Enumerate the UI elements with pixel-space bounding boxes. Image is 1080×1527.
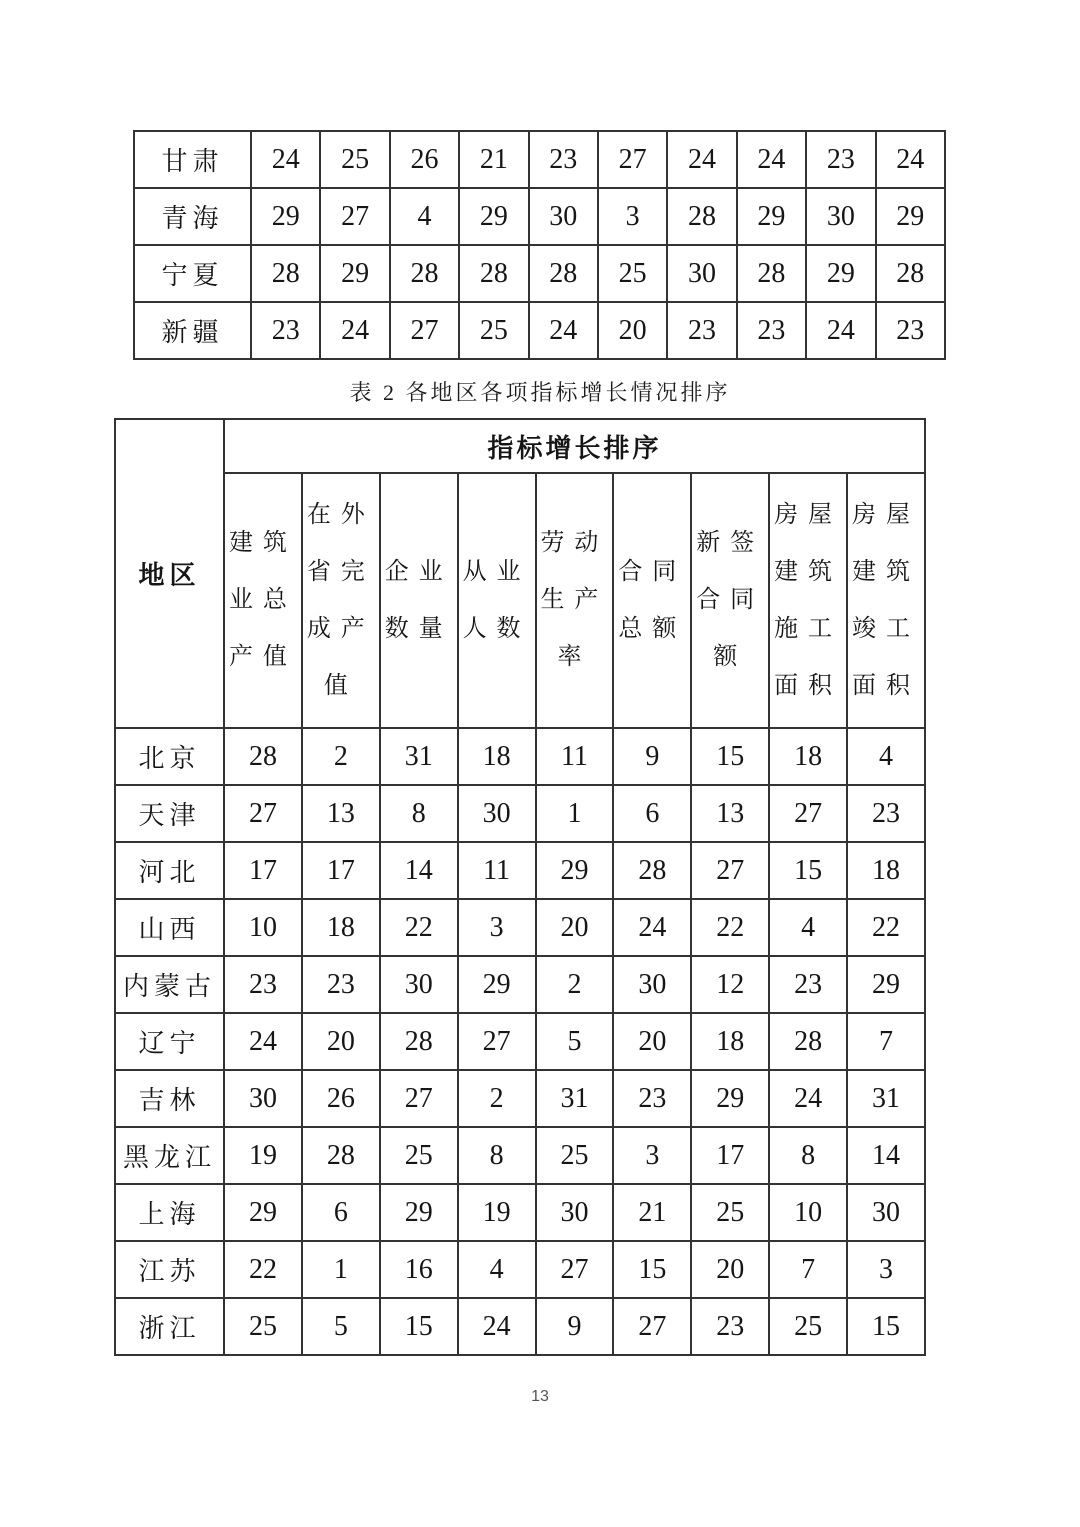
rank-value-cell: 18 (691, 1013, 769, 1070)
region-name-cell: 新疆 (134, 302, 251, 359)
rank-value-cell: 30 (458, 785, 536, 842)
rank-value-cell: 20 (613, 1013, 691, 1070)
rank-value-cell: 11 (458, 842, 536, 899)
rank-value-cell: 7 (847, 1013, 925, 1070)
rank-value-cell: 27 (224, 785, 302, 842)
rank-value-cell: 29 (224, 1184, 302, 1241)
rank-value-cell: 31 (380, 728, 458, 785)
rank-value-cell: 26 (302, 1070, 380, 1127)
rank-value-cell: 17 (224, 842, 302, 899)
rank-value-cell: 19 (224, 1127, 302, 1184)
rank-value-cell: 23 (224, 956, 302, 1013)
indicator-table-row (115, 1184, 925, 1241)
rank-value-cell: 23 (769, 956, 847, 1013)
indicator-table-row (115, 728, 925, 785)
indicator-column-header: 建筑业总产值 (224, 473, 302, 728)
region-name-cell: 北京 (115, 728, 224, 785)
rank-value-cell: 20 (598, 302, 667, 359)
rank-value-cell: 17 (302, 842, 380, 899)
rank-value-cell: 27 (769, 785, 847, 842)
indicator-column-header: 房屋建筑施工面积 (769, 473, 847, 728)
rank-value-cell: 23 (806, 131, 875, 188)
indicator-table-row (115, 842, 925, 899)
rank-value-cell: 24 (251, 131, 320, 188)
region-name-cell: 河北 (115, 842, 224, 899)
rank-value-cell: 27 (598, 131, 667, 188)
rank-value-cell: 28 (390, 245, 459, 302)
rank-value-cell: 29 (737, 188, 806, 245)
rank-value-cell: 25 (691, 1184, 769, 1241)
indicator-column-header: 新签合同额 (691, 473, 769, 728)
rank-value-cell: 14 (380, 842, 458, 899)
rank-value-cell: 28 (302, 1127, 380, 1184)
region-name-cell: 辽宁 (115, 1013, 224, 1070)
rank-value-cell: 25 (320, 131, 389, 188)
rank-value-cell: 16 (380, 1241, 458, 1298)
indicator-column-header: 在外省完成产值 (302, 473, 380, 728)
rank-value-cell: 29 (380, 1184, 458, 1241)
rank-value-cell: 29 (806, 245, 875, 302)
rank-value-cell: 18 (302, 899, 380, 956)
rank-value-cell: 5 (302, 1298, 380, 1355)
rank-value-cell: 23 (667, 302, 736, 359)
rank-value-cell: 24 (613, 899, 691, 956)
region-name-cell: 内蒙古 (115, 956, 224, 1013)
rank-value-cell: 28 (876, 245, 945, 302)
rank-value-cell: 27 (458, 1013, 536, 1070)
region-table-row (134, 302, 945, 359)
rank-value-cell: 5 (536, 1013, 614, 1070)
rank-value-cell: 30 (224, 1070, 302, 1127)
rank-value-cell: 1 (536, 785, 614, 842)
rank-value-cell: 25 (536, 1127, 614, 1184)
rank-value-cell: 29 (320, 245, 389, 302)
rank-value-cell: 29 (876, 188, 945, 245)
group-header-row (115, 419, 925, 473)
rank-value-cell: 21 (613, 1184, 691, 1241)
rank-value-cell: 2 (458, 1070, 536, 1127)
region-name-cell: 天津 (115, 785, 224, 842)
rank-value-cell: 15 (847, 1298, 925, 1355)
rank-value-cell: 25 (224, 1298, 302, 1355)
rank-value-cell: 13 (691, 785, 769, 842)
indicator-table-row (115, 1013, 925, 1070)
rank-value-cell: 4 (390, 188, 459, 245)
rank-value-cell: 31 (847, 1070, 925, 1127)
rank-value-cell: 2 (536, 956, 614, 1013)
indicator-table-row (115, 956, 925, 1013)
rank-value-cell: 29 (459, 188, 528, 245)
region-name-cell: 青海 (134, 188, 251, 245)
rank-value-cell: 3 (458, 899, 536, 956)
rank-value-cell: 3 (847, 1241, 925, 1298)
rank-value-cell: 30 (529, 188, 598, 245)
rank-value-cell: 23 (737, 302, 806, 359)
rank-value-cell: 27 (691, 842, 769, 899)
rank-value-cell: 28 (251, 245, 320, 302)
rank-value-cell: 28 (667, 188, 736, 245)
rank-value-cell: 8 (458, 1127, 536, 1184)
rank-value-cell: 23 (876, 302, 945, 359)
rank-value-cell: 28 (380, 1013, 458, 1070)
rank-value-cell: 2 (302, 728, 380, 785)
rank-value-cell: 20 (536, 899, 614, 956)
rank-value-cell: 23 (251, 302, 320, 359)
rank-value-cell: 22 (691, 899, 769, 956)
rank-value-cell: 24 (224, 1013, 302, 1070)
indicator-table-body (115, 728, 925, 1355)
rank-value-cell: 29 (458, 956, 536, 1013)
rank-value-cell: 17 (691, 1127, 769, 1184)
rank-value-cell: 30 (536, 1184, 614, 1241)
region-name-cell: 山西 (115, 899, 224, 956)
region-name-cell: 上海 (115, 1184, 224, 1241)
indicator-column-header: 企业数量 (380, 473, 458, 728)
rank-value-cell: 23 (613, 1070, 691, 1127)
rank-value-cell: 4 (458, 1241, 536, 1298)
rank-value-cell: 29 (847, 956, 925, 1013)
indicator-column-header: 房屋建筑竣工面积 (847, 473, 925, 728)
indicator-table-row (115, 1070, 925, 1127)
rank-value-cell: 27 (320, 188, 389, 245)
rank-value-cell: 12 (691, 956, 769, 1013)
rank-value-cell: 25 (380, 1127, 458, 1184)
rank-value-cell: 23 (529, 131, 598, 188)
region-name-cell: 甘肃 (134, 131, 251, 188)
rank-value-cell: 27 (380, 1070, 458, 1127)
rank-value-cell: 11 (536, 728, 614, 785)
rank-value-cell: 4 (847, 728, 925, 785)
rank-value-cell: 1 (302, 1241, 380, 1298)
rank-value-cell: 15 (769, 842, 847, 899)
rank-value-cell: 14 (847, 1127, 925, 1184)
rank-value-cell: 30 (613, 956, 691, 1013)
rank-value-cell: 20 (302, 1013, 380, 1070)
rank-value-cell: 7 (769, 1241, 847, 1298)
rank-value-cell: 28 (224, 728, 302, 785)
rank-value-cell: 29 (691, 1070, 769, 1127)
page-number: 13 (531, 1388, 549, 1405)
rank-value-cell: 29 (536, 842, 614, 899)
indicator-table-row (115, 1298, 925, 1355)
rank-value-cell: 27 (613, 1298, 691, 1355)
region-name-cell: 宁夏 (134, 245, 251, 302)
group-header-cell: 指标增长排序 (224, 419, 925, 473)
rank-value-cell: 31 (536, 1070, 614, 1127)
rank-value-cell: 24 (529, 302, 598, 359)
indicator-header-row (115, 473, 925, 728)
rank-value-cell: 20 (691, 1241, 769, 1298)
rank-value-cell: 6 (302, 1184, 380, 1241)
indicator-column-header: 从业人数 (458, 473, 536, 728)
indicator-table-head (115, 419, 925, 728)
rank-value-cell: 18 (458, 728, 536, 785)
rank-value-cell: 18 (769, 728, 847, 785)
rank-value-cell: 22 (224, 1241, 302, 1298)
rank-value-cell: 28 (613, 842, 691, 899)
region-table-body (134, 131, 945, 359)
rank-value-cell: 22 (847, 899, 925, 956)
rank-value-cell: 3 (613, 1127, 691, 1184)
rank-value-cell: 28 (459, 245, 528, 302)
rank-value-cell: 10 (769, 1184, 847, 1241)
rank-value-cell: 23 (691, 1298, 769, 1355)
indicator-table-row (115, 1127, 925, 1184)
region-header-cell: 地区 (115, 419, 224, 728)
rank-value-cell: 24 (320, 302, 389, 359)
rank-value-cell: 25 (598, 245, 667, 302)
rank-value-cell: 27 (536, 1241, 614, 1298)
rank-value-cell: 21 (459, 131, 528, 188)
rank-value-cell: 23 (847, 785, 925, 842)
rank-value-cell: 10 (224, 899, 302, 956)
rank-value-cell: 15 (613, 1241, 691, 1298)
region-name-cell: 黑龙江 (115, 1127, 224, 1184)
rank-value-cell: 25 (459, 302, 528, 359)
region-table-row (134, 188, 945, 245)
rank-value-cell: 29 (251, 188, 320, 245)
region-name-cell: 吉林 (115, 1070, 224, 1127)
rank-value-cell: 24 (737, 131, 806, 188)
rank-value-cell: 4 (769, 899, 847, 956)
rank-value-cell: 27 (390, 302, 459, 359)
rank-value-cell: 9 (536, 1298, 614, 1355)
indicator-column-header: 劳动生产率 (536, 473, 614, 728)
rank-value-cell: 30 (806, 188, 875, 245)
rank-value-cell: 15 (380, 1298, 458, 1355)
rank-value-cell: 30 (380, 956, 458, 1013)
region-name-cell: 江苏 (115, 1241, 224, 1298)
indicator-table-row (115, 785, 925, 842)
rank-value-cell: 24 (667, 131, 736, 188)
table2-caption: 表 2 各地区各项指标增长情况排序 (349, 380, 731, 405)
rank-value-cell: 23 (302, 956, 380, 1013)
rank-value-cell: 15 (691, 728, 769, 785)
rank-value-cell: 13 (302, 785, 380, 842)
rank-value-cell: 24 (806, 302, 875, 359)
region-table-row (134, 131, 945, 188)
rank-value-cell: 8 (769, 1127, 847, 1184)
rank-value-cell: 24 (876, 131, 945, 188)
rank-value-cell: 24 (769, 1070, 847, 1127)
region-name-cell: 浙江 (115, 1298, 224, 1355)
rank-value-cell: 28 (737, 245, 806, 302)
rank-value-cell: 28 (529, 245, 598, 302)
rank-value-cell: 26 (390, 131, 459, 188)
rank-value-cell: 22 (380, 899, 458, 956)
rank-value-cell: 19 (458, 1184, 536, 1241)
indicator-column-header: 合同总额 (613, 473, 691, 728)
rank-value-cell: 9 (613, 728, 691, 785)
region-table-row (134, 245, 945, 302)
rank-value-cell: 24 (458, 1298, 536, 1355)
indicator-table-row (115, 899, 925, 956)
rank-value-cell: 30 (667, 245, 736, 302)
rank-value-cell: 6 (613, 785, 691, 842)
province-rank-table-continued (133, 130, 946, 360)
rank-value-cell: 3 (598, 188, 667, 245)
indicator-rank-table (114, 418, 926, 1356)
rank-value-cell: 8 (380, 785, 458, 842)
rank-value-cell: 18 (847, 842, 925, 899)
rank-value-cell: 28 (769, 1013, 847, 1070)
rank-value-cell: 25 (769, 1298, 847, 1355)
indicator-table-row (115, 1241, 925, 1298)
rank-value-cell: 30 (847, 1184, 925, 1241)
